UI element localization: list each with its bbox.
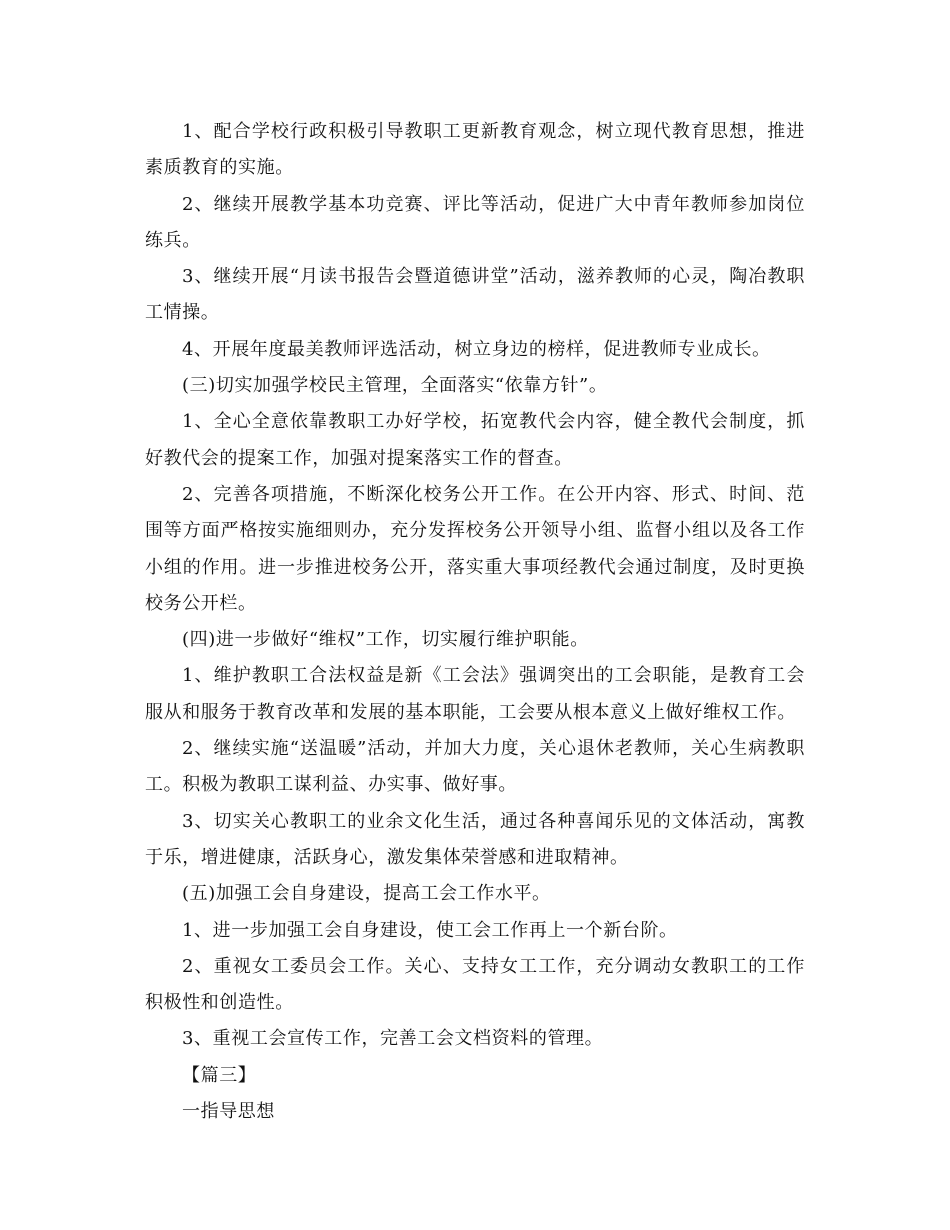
section-heading: (五)加强工会自身建设，提高工会工作水平。 bbox=[182, 883, 551, 905]
paragraph: 2、继续实施“送温暖”活动，并加大力度，关心退休老教师，关心生病教职工。积极为教职工谋利益、办实事、做好事。 bbox=[145, 738, 805, 796]
paragraph: 2、重视女工委员会工作。关心、支持女工工作，充分调动女教职工的工作积极性和创造性。 bbox=[145, 955, 805, 1014]
paragraph: 3、重视工会宣传工作，完善工会文档资料的管理。 bbox=[182, 1028, 604, 1050]
paragraph: 4、开展年度最美教师评选活动，树立身边的榜样，促进教师专业成长。 bbox=[182, 338, 771, 360]
paragraph: 1、全心全意依靠教职工办好学校，拓宽教代会内容，健全教代会制度，抓好教代会的提案工作，加强对提案落实工作的督查。 bbox=[145, 411, 805, 469]
paragraph: 1、维护教职工合法权益是新《工会法》强调突出的工会职能，是教育工会服从和服务于教育改革和发展的基本职能，工会要从根本意义上做好维权工作。 bbox=[145, 665, 805, 723]
section-heading: (三)切实加强学校民主管理，全面落实“依靠方针”。 bbox=[182, 375, 608, 397]
paragraph: 2、完善各项措施，不断深化校务公开工作。在公开内容、形式、时间、范围等方面严格按实施细则办，充分发挥校务公开领导小组、监督小组以及各工作小组的作用。进一步推进校务公开，落实重大事项经教代会通过制度，及时更换校务公开栏。 bbox=[145, 483, 805, 614]
section-heading: (四)进一步做好“维权”工作，切实履行维护职能。 bbox=[182, 629, 589, 651]
paragraph: 3、切实关心教职工的业余文化生活，通过各种喜闻乐见的文体活动，寓教于乐，增进健康，活跃身心，激发集体荣誉感和进取精神。 bbox=[145, 810, 805, 868]
part-heading: 【篇三】 bbox=[182, 1064, 257, 1086]
subheading: 一指导思想 bbox=[182, 1101, 275, 1123]
document-body bbox=[145, 114, 805, 1130]
paragraph: 3、继续开展“月读书报告会暨道德讲堂”活动，滋养教师的心灵，陶冶教职工情操。 bbox=[145, 266, 805, 324]
paragraph: 2、继续开展教学基本功竞赛、评比等活动，促进广大中青年教师参加岗位练兵。 bbox=[145, 193, 805, 251]
paragraph: 1、配合学校行政积极引导教职工更新教育观念，树立现代教育思想，推进素质教育的实施。 bbox=[145, 121, 805, 179]
paragraph: 1、进一步加强工会自身建设，使工会工作再上一个新台阶。 bbox=[182, 919, 678, 941]
